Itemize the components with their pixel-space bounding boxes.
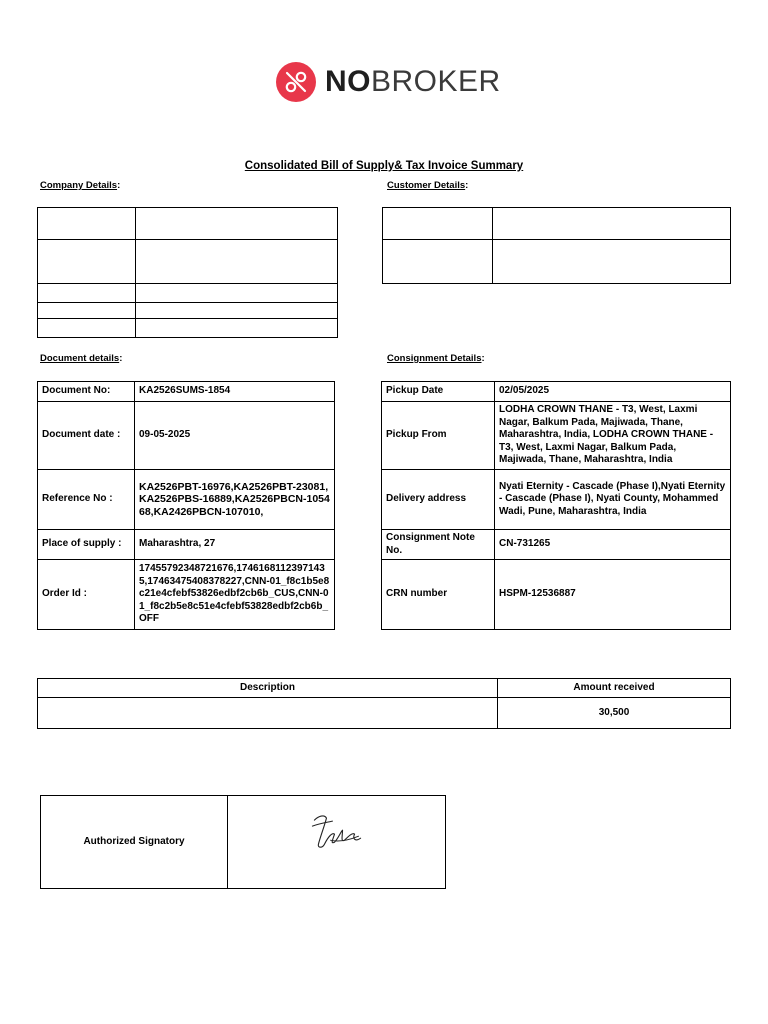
table-row — [382, 402, 731, 470]
table-header-row — [38, 679, 731, 698]
pickup-from-label: Pickup From — [382, 402, 495, 470]
table-row — [38, 530, 335, 560]
signature-image — [228, 796, 445, 883]
pickup-from-value: LODHA CROWN THANE - T3, West, Laxmi Nagar, Balkum Pada, Majiwada, Thane, Maharashtra, India, LODHA CROWN THANE - T3, West, Laxmi Nagar, Balkum Pada, Majiwada, Thane, Maharashtra, India — [495, 402, 731, 470]
table-cell — [38, 240, 136, 284]
document-no-label: Document No: — [38, 382, 135, 402]
company-details-heading: Company Details: — [40, 180, 121, 191]
customer-details-table — [382, 207, 731, 284]
amount-table — [37, 678, 731, 729]
authorized-signatory-label: Authorized Signatory — [41, 796, 228, 889]
crn-number-label: CRN number — [382, 560, 495, 630]
table-cell — [136, 240, 338, 284]
table-row — [41, 796, 446, 889]
table-cell — [38, 319, 136, 338]
place-of-supply-label: Place of supply : — [38, 530, 135, 560]
document-title: Consolidated Bill of Supply& Tax Invoice Summary — [244, 160, 524, 172]
table-row — [38, 382, 335, 402]
consignment-details-table — [381, 381, 731, 630]
table-row — [38, 560, 335, 630]
table-cell — [136, 303, 338, 319]
table-row — [382, 382, 731, 402]
reference-no-label: Reference No : — [38, 470, 135, 530]
table-cell — [383, 208, 493, 240]
table-cell — [493, 240, 731, 284]
brand-logo — [276, 62, 501, 102]
table-cell — [136, 208, 338, 240]
reference-no-value: KA2526PBT-16976,KA2526PBT-23081,KA2526PBS-16889,KA2526PBCN-105468,KA2426PBCN-107010, — [135, 470, 335, 530]
signature-cell — [228, 796, 446, 889]
table-cell — [493, 208, 731, 240]
delivery-address-label: Delivery address — [382, 470, 495, 530]
pickup-date-label: Pickup Date — [382, 382, 495, 402]
company-details-table — [37, 207, 338, 338]
document-details-heading: Document details: — [40, 353, 123, 364]
consignment-note-value: CN-731265 — [495, 530, 731, 560]
place-of-supply-value: Maharashtra, 27 — [135, 530, 335, 560]
table-row — [38, 698, 731, 729]
customer-details-heading: Customer Details: — [387, 180, 469, 191]
table-cell — [383, 240, 493, 284]
table-row — [382, 530, 731, 560]
table-cell — [136, 319, 338, 338]
table-cell — [136, 284, 338, 303]
amount-received-value: 30,500 — [498, 698, 731, 729]
document-no-value: KA2526SUMS-1854 — [135, 382, 335, 402]
brand-name: NOBROKER — [325, 65, 501, 98]
table-row — [382, 470, 731, 530]
signatory-table — [40, 795, 446, 889]
table-cell — [38, 284, 136, 303]
order-id-value: 17455792348721676,17461681123971435,17463475408378227,CNN-01_f8c1b5e8c21e4cfebf53826edbf2cb6b_CUS,CNN-01_f8c2b5e8c51e4cfebf53828edbf2cb6b_OFF — [135, 560, 335, 630]
table-cell — [38, 208, 136, 240]
consignment-note-label: Consignment Note No. — [382, 530, 495, 560]
document-details-table — [37, 381, 335, 630]
description-header: Description — [38, 679, 498, 698]
nobroker-logo-icon — [276, 62, 316, 102]
description-value — [38, 698, 498, 729]
delivery-address-value: Nyati Eternity - Cascade (Phase I),Nyati Eternity - Cascade (Phase I), Nyati County, Mohammed Wadi, Pune, Maharashtra, India — [495, 470, 731, 530]
document-date-label: Document date : — [38, 402, 135, 470]
table-cell — [38, 303, 136, 319]
consignment-details-heading: Consignment Details: — [387, 353, 485, 364]
order-id-label: Order Id : — [38, 560, 135, 630]
crn-number-value: HSPM-12536887 — [495, 560, 731, 630]
table-row — [38, 470, 335, 530]
document-date-value: 09-05-2025 — [135, 402, 335, 470]
table-row — [38, 402, 335, 470]
pickup-date-value: 02/05/2025 — [495, 382, 731, 402]
table-row — [382, 560, 731, 630]
amount-received-header: Amount received — [498, 679, 731, 698]
